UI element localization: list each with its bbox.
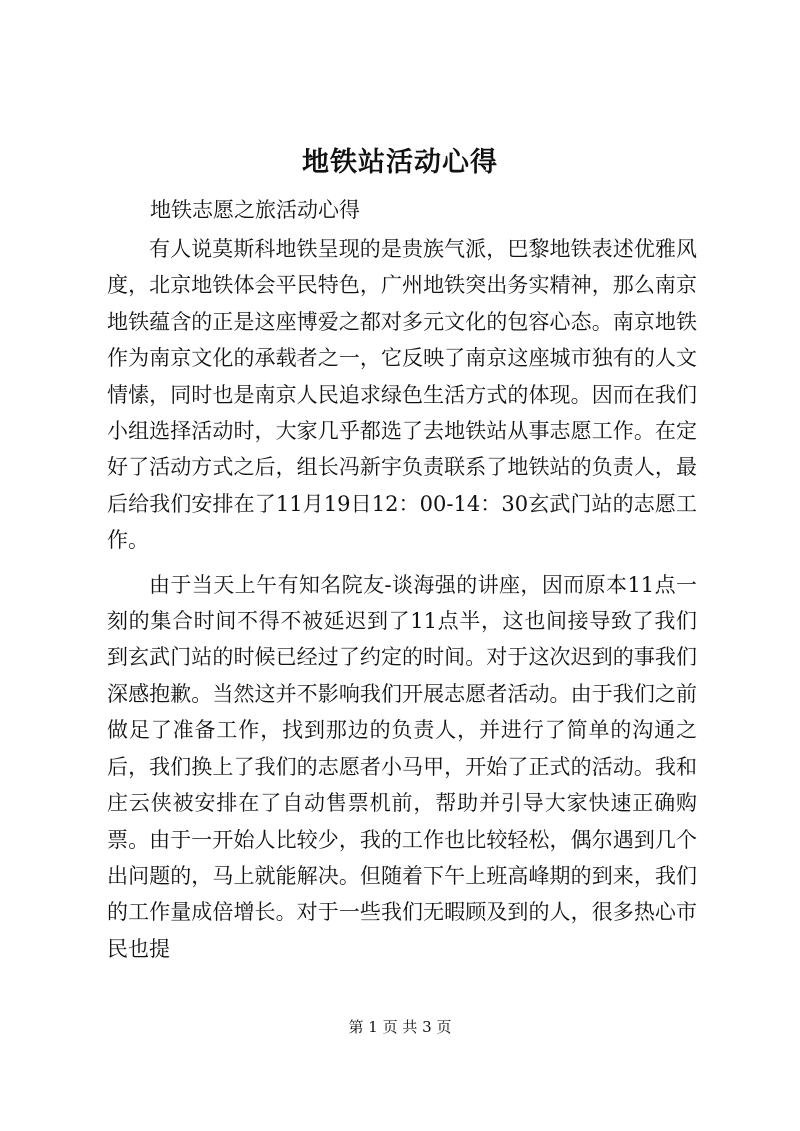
page-footer: 第 1 页 共 3 页 <box>348 1018 452 1036</box>
document-body <box>107 231 697 967</box>
document-subtitle: 地铁志愿之旅活动心得 <box>150 198 360 222</box>
paragraph: 有人说莫斯科地铁呈现的是贵族气派，巴黎地铁表述优雅风度，北京地铁体会平民特色，广州地铁突出务实精神，那么南京地铁蕴含的正是这座博爱之都对多元文化的包容心态。南京地铁作为南京文化的承载者之一，它反映了南京这座城市独有的人文情愫，同时也是南京人民追求绿色生活方式的体现。因而在我们小组选择活动时，大家几乎都选了去地铁站从事志愿工作。在定好了活动方式之后，组长冯新宇负责联系了地铁站的负责人，最后给我们安排在了11月19日12：00-14：30玄武门站的志愿工作。 <box>107 237 697 553</box>
paragraph: 由于当天上午有知名院友-谈海强的讲座，因而原本11点一刻的集合时间不得不被延迟到了11点半，这也间接导致了我们到玄武门站的时候已经过了约定的时间。对于这次迟到的事我们深感抱歉。当然这并不影响我们开展志愿者活动。由于我们之前做足了准备工作，找到那边的负责人，并进行了简单的沟通之后，我们换上了我们的志愿者小马甲，开始了正式的活动。我和庄云侠被安排在了自动售票机前，帮助并引导大家快速正确购票。由于一开始人比较少，我的工作也比较轻松，偶尔遇到几个出问题的，马上就能解决。但随着下午上班高峰期的到来，我们的工作量成倍增长。对于一些我们无暇顾及到的人，很多热心市民也提 <box>107 572 697 961</box>
document-title: 地铁站活动心得 <box>302 147 498 178</box>
